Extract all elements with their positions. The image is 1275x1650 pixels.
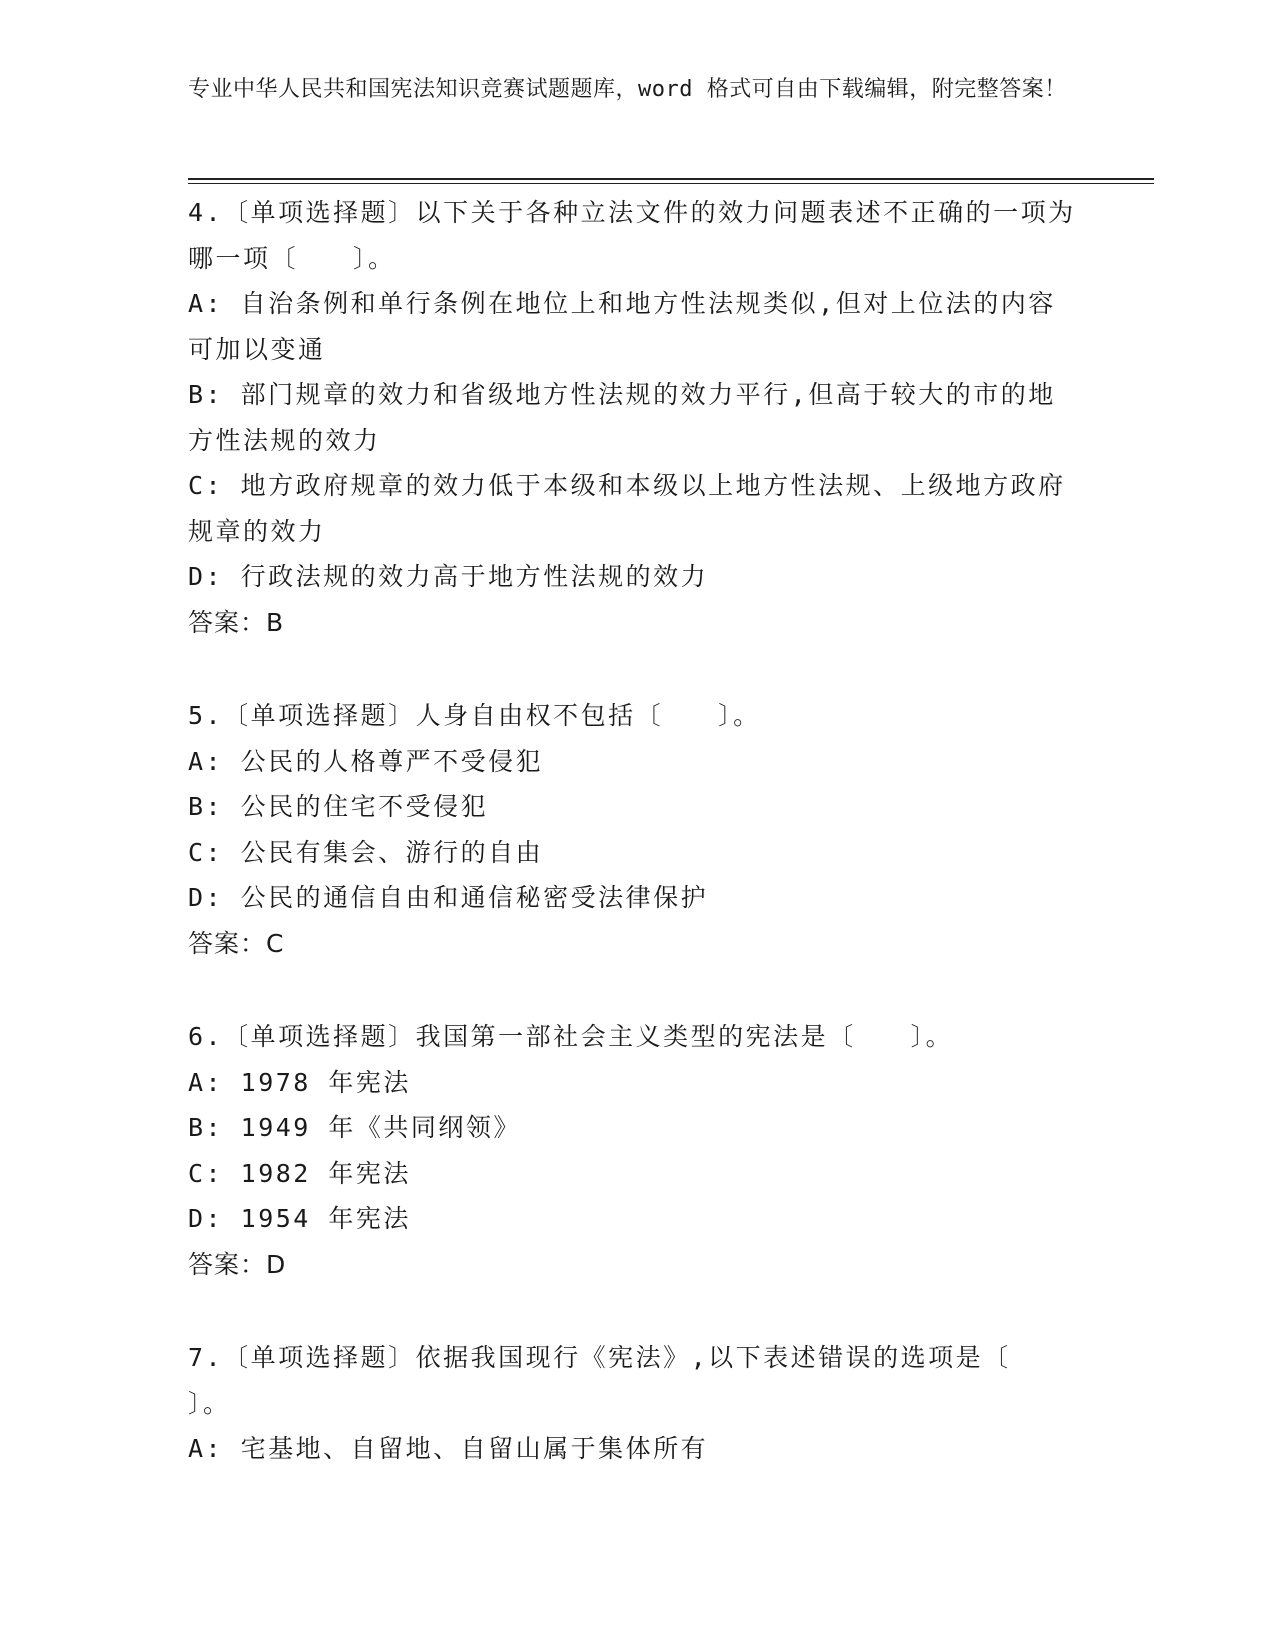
option-c: C: 地方政府规章的效力低于本级和本级以上地方性法规、上级地方政府规章的效力 — [188, 471, 1066, 546]
header-divider-thin — [188, 183, 1154, 184]
header-text: 专业中华人民共和国宪法知识竞赛试题题库，word 格式可自由下载编辑，附完整答案！ — [188, 77, 1067, 102]
question-6 — [188, 1014, 1078, 1287]
option-d: D: 公民的通信自由和通信秘密受法律保护 — [188, 883, 709, 912]
question-stem: 7.〔单项选择题〕依据我国现行《宪法》,以下表述错误的选项是〔 〕。 — [188, 1343, 1066, 1418]
option-a: A: 1978 年宪法 — [188, 1067, 411, 1097]
option-b: B: 部门规章的效力和省级地方性法规的效力平行,但高于较大的市的地方性法规的效力 — [188, 380, 1056, 455]
question-stem: 5.〔单项选择题〕人身自由权不包括〔 〕。 — [188, 701, 761, 730]
option-b: B: 1949 年《共同纲领》 — [188, 1113, 521, 1142]
question-list — [188, 190, 1078, 1520]
option-d: D: 1954 年宪法 — [188, 1204, 411, 1233]
header-divider-thick — [188, 178, 1154, 180]
question-5 — [188, 693, 1078, 966]
document-header — [188, 74, 1068, 106]
option-d: D: 行政法规的效力高于地方性法规的效力 — [188, 562, 709, 591]
question-stem: 6.〔单项选择题〕我国第一部社会主义类型的宪法是〔 〕。 — [188, 1022, 954, 1051]
question-4 — [188, 190, 1078, 645]
answer-text: 答案：B — [188, 607, 285, 637]
question-7 — [188, 1335, 1078, 1472]
option-b: B: 公民的住宅不受侵犯 — [188, 792, 489, 821]
answer-text: 答案：C — [188, 928, 285, 958]
option-a: A: 自治条例和单行条例在地位上和地方性法规类似,但对上位法的内容可加以变通 — [188, 289, 1056, 364]
question-stem: 4.〔单项选择题〕以下关于各种立法文件的效力问题表述不正确的一项为哪一项〔 〕。 — [188, 198, 1076, 273]
answer-text: 答案：D — [188, 1249, 287, 1279]
option-c: C: 1982 年宪法 — [188, 1158, 411, 1188]
option-a: A: 宅基地、自留地、自留山属于集体所有 — [188, 1434, 709, 1463]
option-a: A: 公民的人格尊严不受侵犯 — [188, 746, 544, 776]
option-c: C: 公民有集会、游行的自由 — [188, 837, 544, 867]
